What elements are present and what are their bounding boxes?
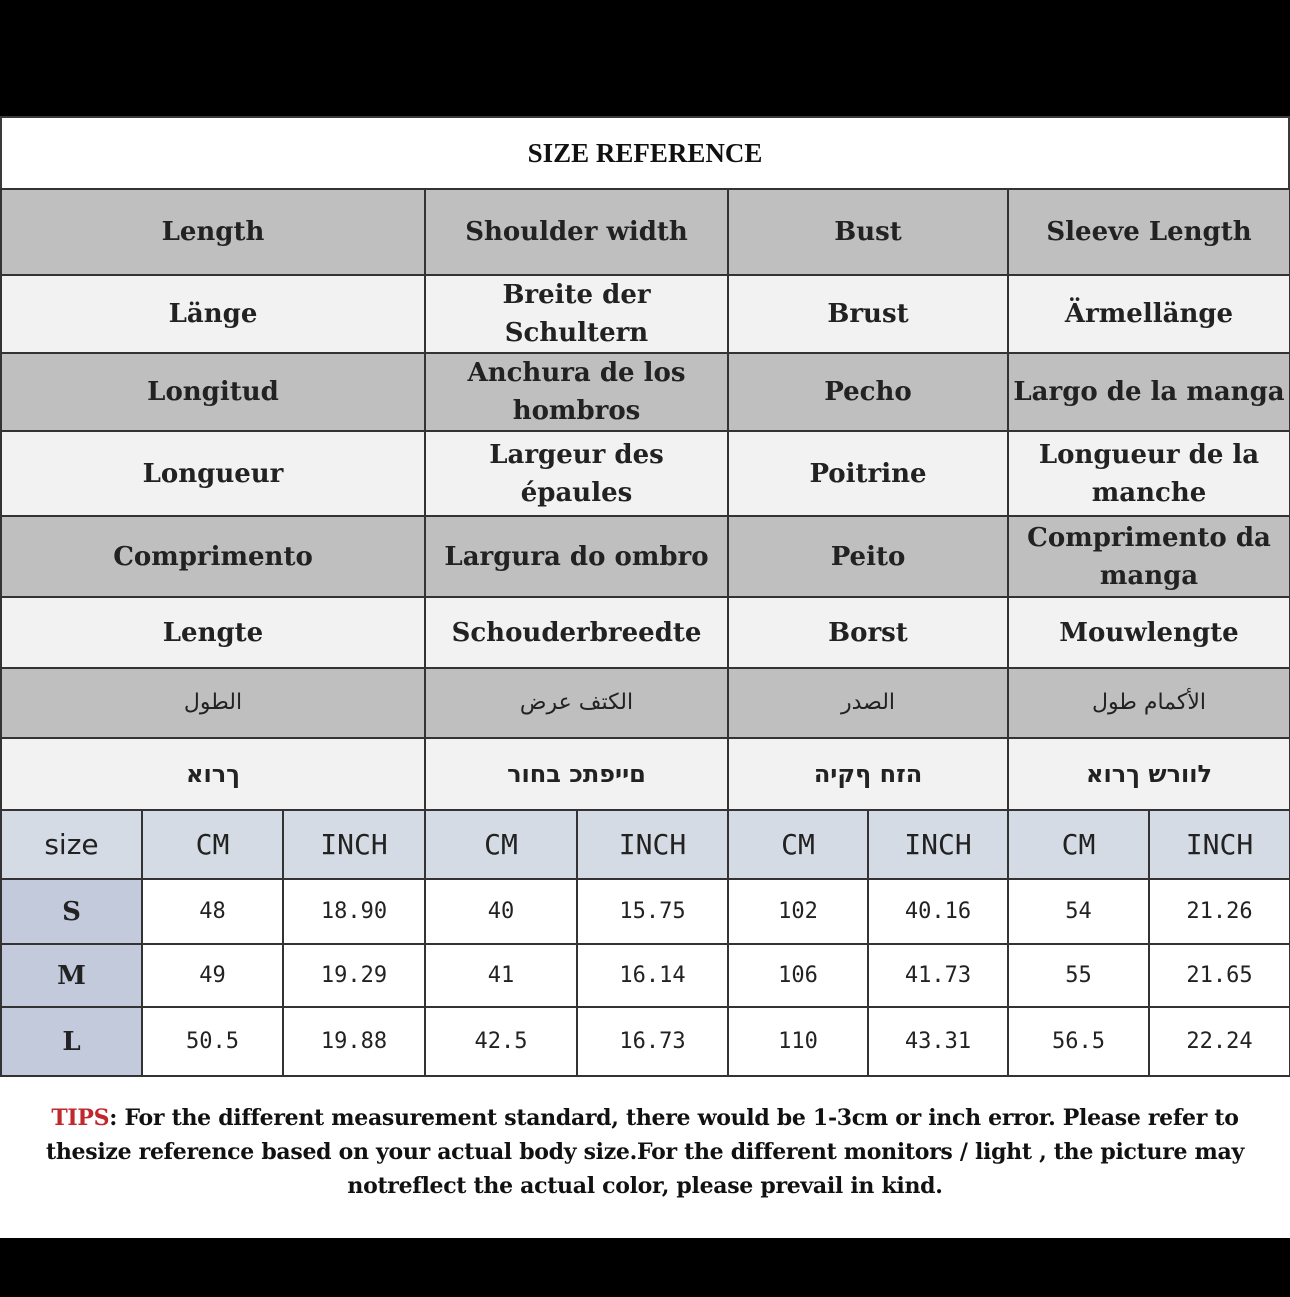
header-bust-es: Pecho (728, 353, 1008, 431)
tips-note (8, 1101, 1282, 1203)
header-length-pt: Comprimento (1, 516, 425, 597)
header-bust-pt: Peito (728, 516, 1008, 597)
header-shoulder-de: Breite der Schultern (425, 275, 728, 353)
header-sleeve-es: Largo de la manga (1008, 353, 1290, 431)
header-row-hebrew (1, 738, 1290, 810)
unit-cm: CM (142, 810, 283, 879)
header-sleeve-he: לוורש ךרוא (1008, 738, 1290, 810)
table-cell: 15.75 (577, 879, 728, 944)
header-shoulder-fr: Largeur des épaules (425, 431, 728, 516)
unit-inch: INCH (1149, 810, 1290, 879)
header-row-dutch (1, 597, 1290, 668)
tips-text: : For the different measurement standard, there would be 1-3cm or inch error. Please refer to thesize reference based on your actual body size.For the different monitors / light , the picture may notreflect the actual color, please prevail in kind. (46, 1105, 1244, 1199)
header-sleeve-en: Sleeve Length (1008, 189, 1290, 275)
table-row (1, 944, 1290, 1007)
size-table (0, 188, 1290, 1077)
table-cell: 16.14 (577, 944, 728, 1007)
table-cell: 41 (425, 944, 577, 1007)
table-cell: 21.65 (1149, 944, 1290, 1007)
header-sleeve-de: Ärmellänge (1008, 275, 1290, 353)
header-sleeve-pt: Comprimento da manga (1008, 516, 1290, 597)
table-cell: 56.5 (1008, 1007, 1149, 1076)
header-shoulder-pt: Largura do ombro (425, 516, 728, 597)
header-row-portuguese (1, 516, 1290, 597)
unit-header-row (1, 810, 1290, 879)
header-sleeve-nl: Mouwlengte (1008, 597, 1290, 668)
header-row-german (1, 275, 1290, 353)
unit-cm: CM (425, 810, 577, 879)
table-cell: 40.16 (868, 879, 1008, 944)
table-cell: 106 (728, 944, 868, 1007)
header-shoulder-en: Shoulder width (425, 189, 728, 275)
header-row-french (1, 431, 1290, 516)
table-cell: 41.73 (868, 944, 1008, 1007)
table-cell: 48 (142, 879, 283, 944)
table-cell: 16.73 (577, 1007, 728, 1076)
tips-label: TIPS (51, 1105, 110, 1131)
page-title: SIZE REFERENCE (0, 116, 1290, 188)
header-length-en: Length (1, 189, 425, 275)
header-shoulder-ar: الكتف عرض (425, 668, 728, 738)
table-cell: 55 (1008, 944, 1149, 1007)
size-label: S (1, 879, 142, 944)
header-bust-ar: الصدر (728, 668, 1008, 738)
header-length-es: Longitud (1, 353, 425, 431)
size-column-header: size (1, 810, 142, 879)
header-bust-en: Bust (728, 189, 1008, 275)
size-reference-panel (0, 116, 1290, 1238)
table-cell: 102 (728, 879, 868, 944)
table-cell: 19.29 (283, 944, 425, 1007)
unit-cm: CM (1008, 810, 1149, 879)
header-bust-de: Brust (728, 275, 1008, 353)
header-row-arabic (1, 668, 1290, 738)
table-cell: 42.5 (425, 1007, 577, 1076)
table-cell: 21.26 (1149, 879, 1290, 944)
header-shoulder-es: Anchura de los hombros (425, 353, 728, 431)
table-row (1, 879, 1290, 944)
table-cell: 50.5 (142, 1007, 283, 1076)
size-label: L (1, 1007, 142, 1076)
table-row (1, 1007, 1290, 1076)
table-cell: 40 (425, 879, 577, 944)
header-bust-nl: Borst (728, 597, 1008, 668)
header-length-ar: الطول (1, 668, 425, 738)
header-bust-he: הזח ףקיה (728, 738, 1008, 810)
table-cell: 19.88 (283, 1007, 425, 1076)
header-row-spanish (1, 353, 1290, 431)
header-sleeve-fr: Longueur de la manche (1008, 431, 1290, 516)
unit-inch: INCH (283, 810, 425, 879)
header-length-he: ךרוא (1, 738, 425, 810)
header-length-nl: Lengte (1, 597, 425, 668)
table-cell: 49 (142, 944, 283, 1007)
table-cell: 22.24 (1149, 1007, 1290, 1076)
table-cell: 43.31 (868, 1007, 1008, 1076)
table-cell: 54 (1008, 879, 1149, 944)
table-cell: 18.90 (283, 879, 425, 944)
header-bust-fr: Poitrine (728, 431, 1008, 516)
header-length-fr: Longueur (1, 431, 425, 516)
header-shoulder-he: םייפתכ בחור (425, 738, 728, 810)
unit-inch: INCH (868, 810, 1008, 879)
unit-inch: INCH (577, 810, 728, 879)
header-shoulder-nl: Schouderbreedte (425, 597, 728, 668)
header-length-de: Länge (1, 275, 425, 353)
header-row-english (1, 189, 1290, 275)
unit-cm: CM (728, 810, 868, 879)
table-cell: 110 (728, 1007, 868, 1076)
size-label: M (1, 944, 142, 1007)
header-sleeve-ar: الأكمام طول (1008, 668, 1290, 738)
